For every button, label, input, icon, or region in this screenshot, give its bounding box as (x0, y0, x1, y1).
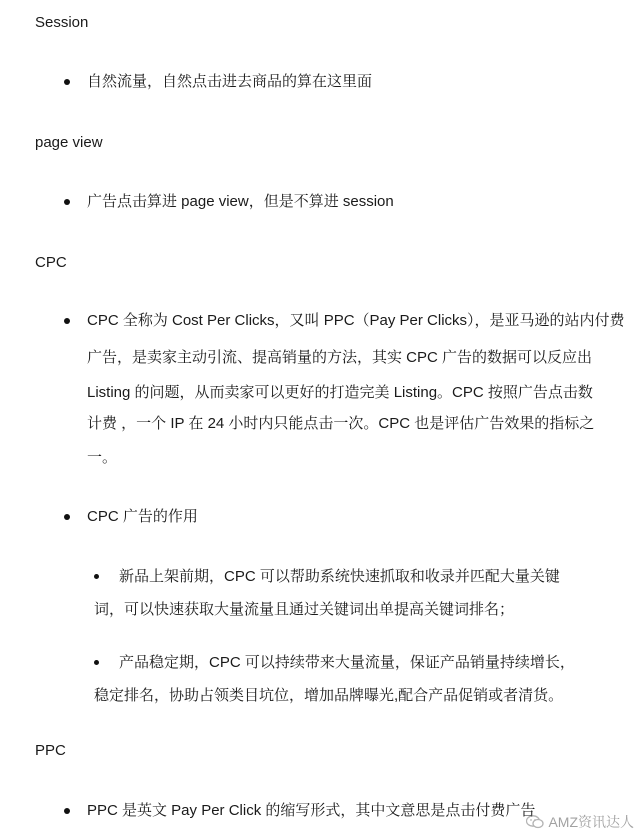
wechat-icon (526, 815, 544, 829)
bullet-dot-icon (64, 79, 70, 85)
sub-item-line: 新品上架前期，CPC 可以帮助系统快速抓取和收录并匹配大量关键 (119, 568, 560, 585)
heading-ppc: PPC (35, 742, 66, 759)
bullet-dot-icon (64, 808, 70, 814)
sub-bullet-dot-icon (94, 660, 99, 665)
bullet-dot-icon (64, 199, 70, 205)
ppc-bullet-text: PPC 是英文 Pay Per Click 的缩写形式，其中文意思是点击付费广告 (87, 802, 536, 819)
bullet-dot-icon (64, 318, 70, 324)
heading-page-view: page view (35, 134, 103, 151)
watermark-text: AMZ资讯达人 (548, 814, 634, 830)
heading-cpc: CPC (35, 254, 67, 271)
cpc-paragraph-line: CPC 全称为 Cost Per Clicks，又叫 PPC（Pay Per Clicks），是亚马逊的站内付费 (87, 312, 625, 329)
watermark (526, 812, 634, 832)
heading-session: Session (35, 14, 89, 31)
cpc-paragraph-line: Listing 的问题，从而卖家可以更好的打造完美 Listing。CPC 按照广告点击数 (87, 384, 593, 401)
sub-item-line: 产品稳定期，CPC 可以持续带来大量流量，保证产品销量持续增长， (119, 654, 575, 671)
sub-item-line: 词，可以快速获取大量流量且通过关键词出单提高关键词排名； (94, 601, 515, 618)
cpc-paragraph-line: 广告，是卖家主动引流、提高销量的方法，其实 CPC 广告的数据可以反应出 (87, 349, 593, 366)
cpc-paragraph-line: 计费 ，一个 IP 在 24 小时内只能点击一次。CPC 也是评估广告效果的指标之 (87, 415, 595, 432)
bullet-dot-icon (64, 514, 70, 520)
pageview-bullet-text: 广告点击算进 page view，但是不算进 session (87, 193, 394, 210)
session-bullet-text: 自然流量，自然点击进去商品的算在这里面 (87, 73, 373, 90)
cpc-paragraph-line: 一。 (87, 449, 118, 466)
cpc-role-bullet-text: CPC 广告的作用 (87, 508, 198, 525)
sub-item-line: 稳定排名，协助占领类目坑位，增加品牌曝光,配合产品促销或者清货。 (94, 687, 564, 704)
sub-bullet-dot-icon (94, 574, 99, 579)
